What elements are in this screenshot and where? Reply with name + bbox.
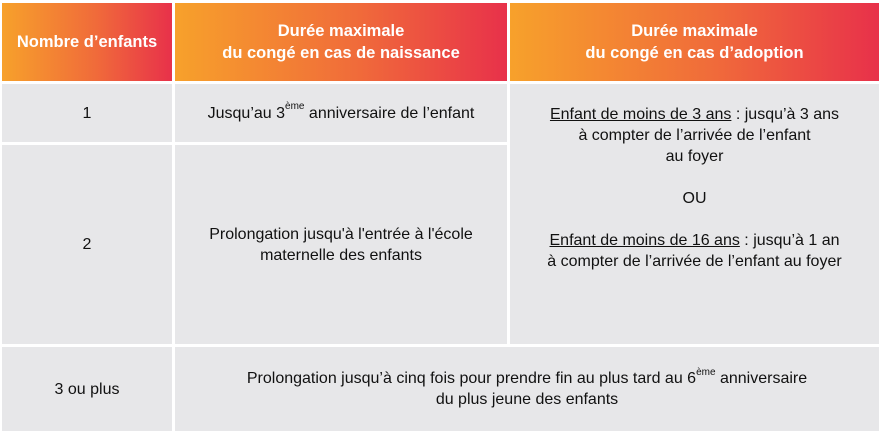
header-adoption-line2: du congé en cas d’adoption <box>585 44 804 62</box>
header-birth-line1: Durée maximale <box>277 22 405 40</box>
adoption-or: OU <box>682 190 707 207</box>
row3-duration-merged <box>175 347 879 431</box>
row1-birth-sup: ème <box>285 101 305 113</box>
header-birth-line2: du congé en cas de naissance <box>222 44 460 62</box>
row2-birth-duration <box>175 145 507 344</box>
row3-text-post: anniversaire <box>715 370 808 387</box>
header-children-count-label: Nombre d’enfants <box>16 33 158 51</box>
row2-count-value: 2 <box>82 236 92 253</box>
row3-count-value: 3 ou plus <box>54 380 120 398</box>
row1-birth-duration <box>175 84 507 142</box>
row1-children-count <box>2 84 172 142</box>
row3-text-pre: Prolongation jusqu’à cinq fois pour prendre fin au plus tard au 6 <box>246 370 697 387</box>
header-adoption-leave <box>510 3 879 81</box>
header-children-count <box>2 3 172 81</box>
row2-children-count <box>2 145 172 344</box>
header-adoption-line1: Durée maximale <box>631 22 758 40</box>
adoption-case-a-line3: au foyer <box>665 148 724 165</box>
row3-children-count <box>2 347 172 431</box>
row3-text-sup: ème <box>696 366 716 378</box>
adoption-case-a-line2: à compter de l’arrivée de l’enfant <box>578 127 811 144</box>
adoption-case-b-line2: à compter de l’arrivée de l’enfant au foyer <box>547 253 842 270</box>
row1-count-value: 1 <box>82 104 92 122</box>
row3-text-line2: du plus jeune des enfants <box>435 391 619 408</box>
row1-birth-text-pre: Jusqu’au 3 <box>207 104 286 122</box>
row1-birth-text-post: anniversaire de l’enfant <box>304 104 475 122</box>
row2-birth-line2: maternelle des enfants <box>260 246 422 264</box>
adoption-duration-cell <box>510 84 879 344</box>
adoption-case-a-underlined: Enfant de moins de 3 ans <box>549 106 732 123</box>
adoption-case-b-underlined: Enfant de moins de 16 ans <box>549 232 740 249</box>
adoption-case-b-rest: : jusqu’à 1 an <box>739 232 840 249</box>
adoption-case-a-rest: : jusqu’à 3 ans <box>731 106 840 123</box>
header-birth-leave <box>175 3 507 81</box>
row2-birth-line1: Prolongation jusqu'à l'entrée à l'école <box>209 225 473 243</box>
